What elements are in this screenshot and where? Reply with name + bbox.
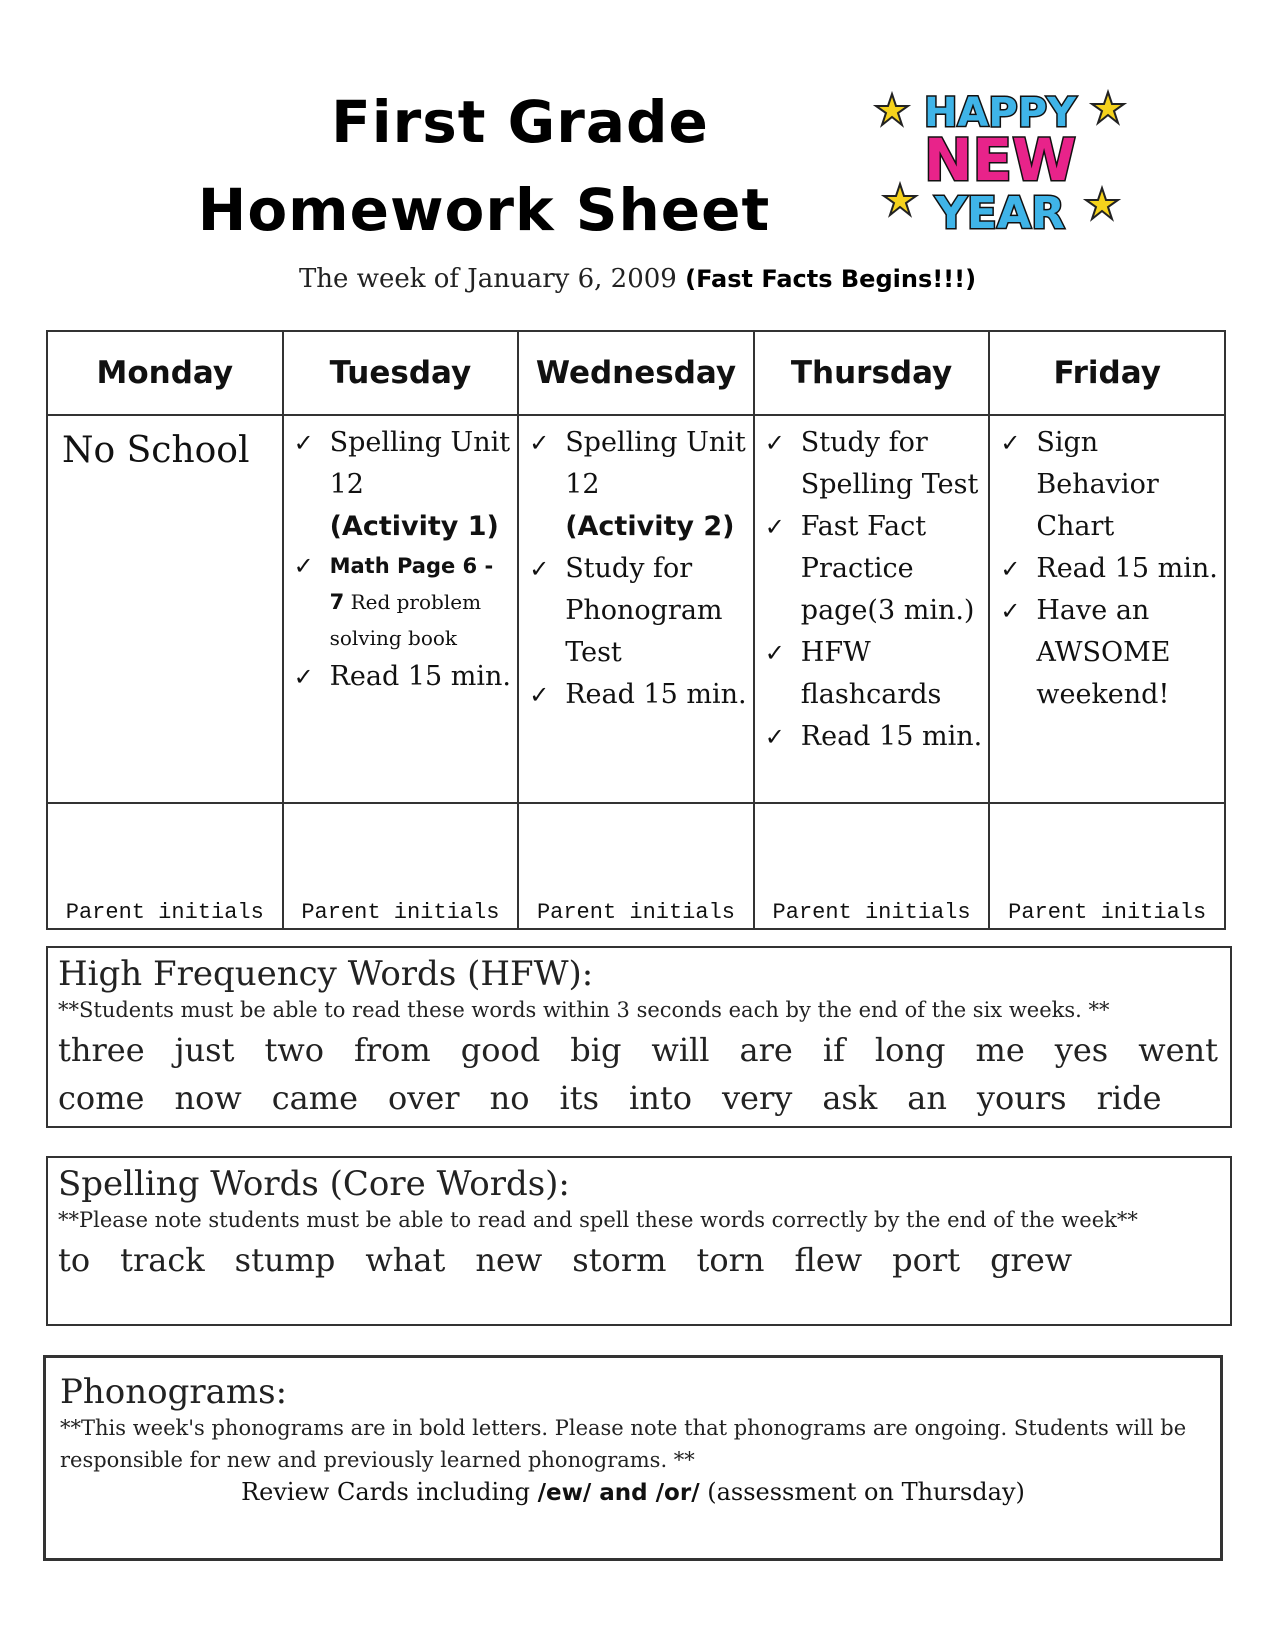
hfw-note: **Students must be able to read these words within 3 seconds each by the end of the six weeks. **	[58, 998, 1110, 1022]
hfw-word: very	[721, 1079, 793, 1117]
hfw-word: just	[174, 1031, 235, 1069]
badge-new: NEW	[923, 126, 1077, 194]
parent-initials-thursday[interactable]: Parent initials	[754, 803, 990, 929]
hfw-word: are	[739, 1031, 793, 1069]
task-item	[294, 422, 512, 548]
task-text: Read 15 min.	[800, 721, 983, 752]
weekly-homework-table	[46, 330, 1226, 930]
task-text: Spelling Unit 12	[329, 427, 511, 500]
hfw-word: ride	[1096, 1079, 1162, 1117]
task-text: HFW flashcards	[800, 637, 942, 710]
review-phonograms: /ew/ and /or/	[537, 1480, 700, 1506]
day-friday: Friday	[989, 331, 1225, 415]
spelling-word: to	[58, 1241, 91, 1279]
review-pre: Review Cards including	[241, 1478, 538, 1506]
happy-new-year-badge	[870, 84, 1130, 244]
task-item	[765, 422, 983, 506]
parent-initials-wednesday[interactable]: Parent initials	[518, 803, 754, 929]
task-text: Fast Fact Practice page(3 min.)	[800, 511, 975, 626]
hfw-words-row-1	[58, 1026, 1220, 1074]
day-monday: Monday	[47, 331, 283, 415]
title-line-1: First Grade	[331, 88, 709, 156]
spelling-word: storm	[572, 1241, 667, 1279]
hfw-word: me	[975, 1031, 1025, 1069]
checkmark-icon: ✓	[529, 555, 550, 583]
badge-happy: HAPPY	[923, 90, 1077, 136]
task-item	[1000, 422, 1218, 548]
hfw-word: came	[271, 1079, 359, 1117]
hfw-word: ask	[822, 1079, 878, 1117]
hfw-word: two	[264, 1031, 324, 1069]
checkmark-icon: ✓	[1000, 597, 1021, 625]
checkmark-icon: ✓	[764, 429, 785, 457]
spelling-word: track	[120, 1241, 205, 1279]
day-thursday: Thursday	[754, 331, 990, 415]
spelling-box	[46, 1156, 1232, 1326]
review-post: (assessment on Thursday)	[699, 1478, 1025, 1506]
week-note: (Fast Facts Begins!!!)	[685, 265, 977, 293]
tuesday-tasks	[283, 415, 519, 803]
no-school-text: No School	[62, 430, 250, 471]
week-of: The week of January 6, 2009	[298, 264, 677, 294]
task-item	[529, 674, 747, 716]
day-header-row	[47, 331, 1225, 415]
hfw-word: an	[907, 1079, 947, 1117]
task-item	[294, 656, 512, 698]
spelling-heading: Spelling Words (Core Words):	[58, 1164, 570, 1204]
hfw-word: no	[489, 1079, 530, 1117]
review-cards-line	[60, 1478, 1206, 1506]
hfw-word: will	[651, 1031, 710, 1069]
spelling-word: stump	[234, 1241, 336, 1279]
task-item	[294, 548, 512, 656]
task-text: Read 15 min.	[1036, 553, 1218, 584]
thursday-tasks	[754, 415, 990, 803]
checkmark-icon: ✓	[293, 552, 314, 580]
friday-tasks	[989, 415, 1225, 803]
task-text: Spelling Unit 12	[565, 427, 746, 500]
task-text: Study for Spelling Test	[800, 427, 979, 500]
task-item	[765, 632, 983, 716]
checkmark-icon: ✓	[293, 663, 314, 691]
title-line-2: Homework Sheet	[197, 176, 771, 244]
task-text: Read 15 min.	[565, 679, 747, 710]
hfw-word: its	[559, 1079, 599, 1117]
day-tuesday: Tuesday	[283, 331, 519, 415]
task-item	[529, 548, 747, 674]
spelling-word: grew	[990, 1241, 1073, 1279]
task-text: Study for Phonogram Test	[565, 553, 723, 668]
task-item	[529, 422, 747, 548]
checkmark-icon: ✓	[764, 723, 785, 751]
parent-initials-tuesday[interactable]: Parent initials	[283, 803, 519, 929]
spelling-word: new	[475, 1241, 543, 1279]
hfw-word: went	[1138, 1031, 1219, 1069]
task-text: Red problem solving book	[329, 590, 482, 650]
task-text: Have an AWSOME weekend!	[1036, 595, 1171, 710]
wednesday-tasks	[518, 415, 754, 803]
hfw-heading: High Frequency Words (HFW):	[58, 954, 594, 994]
phonograms-heading: Phonograms:	[60, 1372, 288, 1412]
checkmark-icon: ✓	[529, 429, 550, 457]
task-item	[1000, 590, 1218, 716]
hfw-words-row-2	[58, 1074, 1220, 1122]
badge-year: YEAR	[935, 188, 1065, 239]
spelling-word: port	[892, 1241, 961, 1279]
parent-initials-monday[interactable]: Parent initials	[47, 803, 283, 929]
hfw-word: good	[460, 1031, 541, 1069]
hfw-word: if	[822, 1031, 845, 1069]
hfw-word: long	[874, 1031, 946, 1069]
hfw-word: yes	[1054, 1031, 1109, 1069]
hfw-word: come	[58, 1079, 145, 1117]
hfw-box	[46, 946, 1232, 1128]
tasks-row	[47, 415, 1225, 803]
phonograms-note: **This week's phonograms are in bold letters. Please note that phonograms are ongoing. Students will be responsible for new and previously learned phonograms. **	[60, 1416, 1187, 1472]
hfw-word: three	[58, 1031, 145, 1069]
checkmark-icon: ✓	[764, 639, 785, 667]
task-item	[765, 716, 983, 758]
day-wednesday: Wednesday	[518, 331, 754, 415]
spelling-word: what	[365, 1241, 446, 1279]
spelling-words-row	[58, 1236, 1220, 1284]
checkmark-icon: ✓	[1000, 429, 1021, 457]
hfw-word: into	[628, 1079, 692, 1117]
monday-tasks	[47, 415, 283, 803]
parent-initials-row	[47, 803, 1225, 929]
hfw-word: big	[570, 1031, 622, 1069]
checkmark-icon: ✓	[293, 429, 314, 457]
spelling-note: **Please note students must be able to read and spell these words correctly by the end of the week**	[58, 1208, 1138, 1232]
task-text-bold: Math Page 6 - 7	[329, 554, 494, 614]
hfw-word: over	[388, 1079, 460, 1117]
checkmark-icon: ✓	[764, 513, 785, 541]
task-item	[765, 506, 983, 632]
week-line	[0, 264, 1275, 294]
checkmark-icon: ✓	[1000, 555, 1021, 583]
task-item	[1000, 548, 1218, 590]
parent-initials-friday[interactable]: Parent initials	[989, 803, 1225, 929]
hfw-word: from	[353, 1031, 431, 1069]
checkmark-icon: ✓	[529, 681, 550, 709]
task-text-bold: (Activity 2)	[565, 511, 735, 542]
spelling-word: torn	[696, 1241, 765, 1279]
spelling-word: flew	[794, 1241, 863, 1279]
phonograms-box	[43, 1355, 1223, 1561]
hfw-word: yours	[976, 1079, 1067, 1117]
task-text: Read 15 min.	[329, 661, 512, 692]
task-text: Sign Behavior Chart	[1036, 427, 1159, 542]
hfw-word: now	[174, 1079, 242, 1117]
task-text-bold: (Activity 1)	[329, 511, 499, 542]
